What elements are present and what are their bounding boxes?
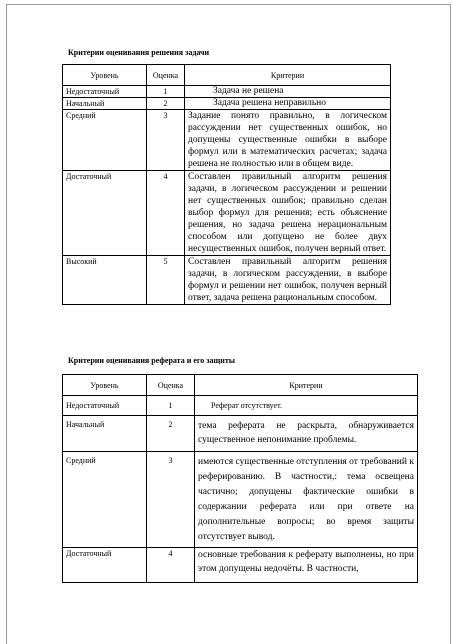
row-criteria: Задание понято правильно, в логическом рассуждении нет существенных ошибок, но допущены существенные ошибки в выборе формул или в математических расчетах; задача решена не полностью или в общем виде. — [185, 110, 391, 171]
row-level: Достаточный — [63, 548, 147, 583]
table-header-row — [63, 65, 391, 86]
table-header-row — [63, 375, 418, 396]
table-row — [63, 548, 418, 583]
table-row — [63, 98, 391, 110]
table-row — [63, 396, 418, 416]
table-row — [63, 256, 391, 305]
row-criteria: Задача не решена — [185, 86, 391, 98]
table-row — [63, 452, 418, 548]
row-criteria: Составлен правильный алгоритм решения задачи, в логическом рассуждении, в выборе формул и решении нет ошибок, получен верный ответ, задача решена рациональным способом. — [185, 256, 391, 305]
row-grade: 4 — [147, 548, 195, 583]
row-level: Средний — [63, 452, 147, 548]
header-grade: Оценка — [147, 65, 185, 86]
section1-title: Критерии оценивания решения задачи — [68, 48, 210, 57]
row-criteria: Составлен правильный алгоритм решения задачи, в логическом рассуждении и решении нет существенных ошибок; правильно сделан выбор формул для решения; есть объяснение решения, но задача решена нерациональным способом или допущено не более двух несущественных ошибок, получен верный ответ. — [185, 171, 391, 256]
row-criteria: основные требования к реферату выполнены, но при этом допущены недочёты. В частности, — [195, 548, 418, 583]
table-row — [63, 110, 391, 171]
row-grade: 4 — [147, 171, 185, 256]
row-level: Недостаточный — [63, 86, 147, 98]
row-grade: 2 — [147, 416, 195, 452]
table-report-criteria — [62, 374, 418, 583]
row-criteria: имеются существенные отступления от требований к реферированию. В частности,: тема освещена частично; допущены фактические ошибки в содержании реферата или при ответе на дополнительные вопросы; во время защиты отсутствует вывод. — [195, 452, 418, 548]
row-level: Достаточный — [63, 171, 147, 256]
header-criteria: Критерии — [195, 375, 418, 396]
table-task-criteria — [62, 64, 391, 305]
row-grade: 2 — [147, 98, 185, 110]
row-level: Начальный — [63, 98, 147, 110]
table-row — [63, 171, 391, 256]
row-level: Недостаточный — [63, 396, 147, 416]
header-criteria: Критерии — [185, 65, 391, 86]
row-level: Средний — [63, 110, 147, 171]
row-grade: 1 — [147, 86, 185, 98]
row-grade: 1 — [147, 396, 195, 416]
row-grade: 3 — [147, 110, 185, 171]
row-criteria: Реферат отсутствует. — [195, 396, 418, 416]
header-level: Уровень — [63, 65, 147, 86]
row-grade: 5 — [147, 256, 185, 305]
table-row — [63, 416, 418, 452]
row-criteria: тема реферата не раскрыта, обнаруживается существенное непонимание проблемы. — [195, 416, 418, 452]
header-level: Уровень — [63, 375, 147, 396]
header-grade: Оценка — [147, 375, 195, 396]
row-level: Высокий — [63, 256, 147, 305]
row-criteria: Задача решена неправильно — [185, 98, 391, 110]
table-row — [63, 86, 391, 98]
section2-title: Критерии оценивания реферата и его защиты — [68, 356, 236, 365]
row-level: Начальный — [63, 416, 147, 452]
row-grade: 3 — [147, 452, 195, 548]
